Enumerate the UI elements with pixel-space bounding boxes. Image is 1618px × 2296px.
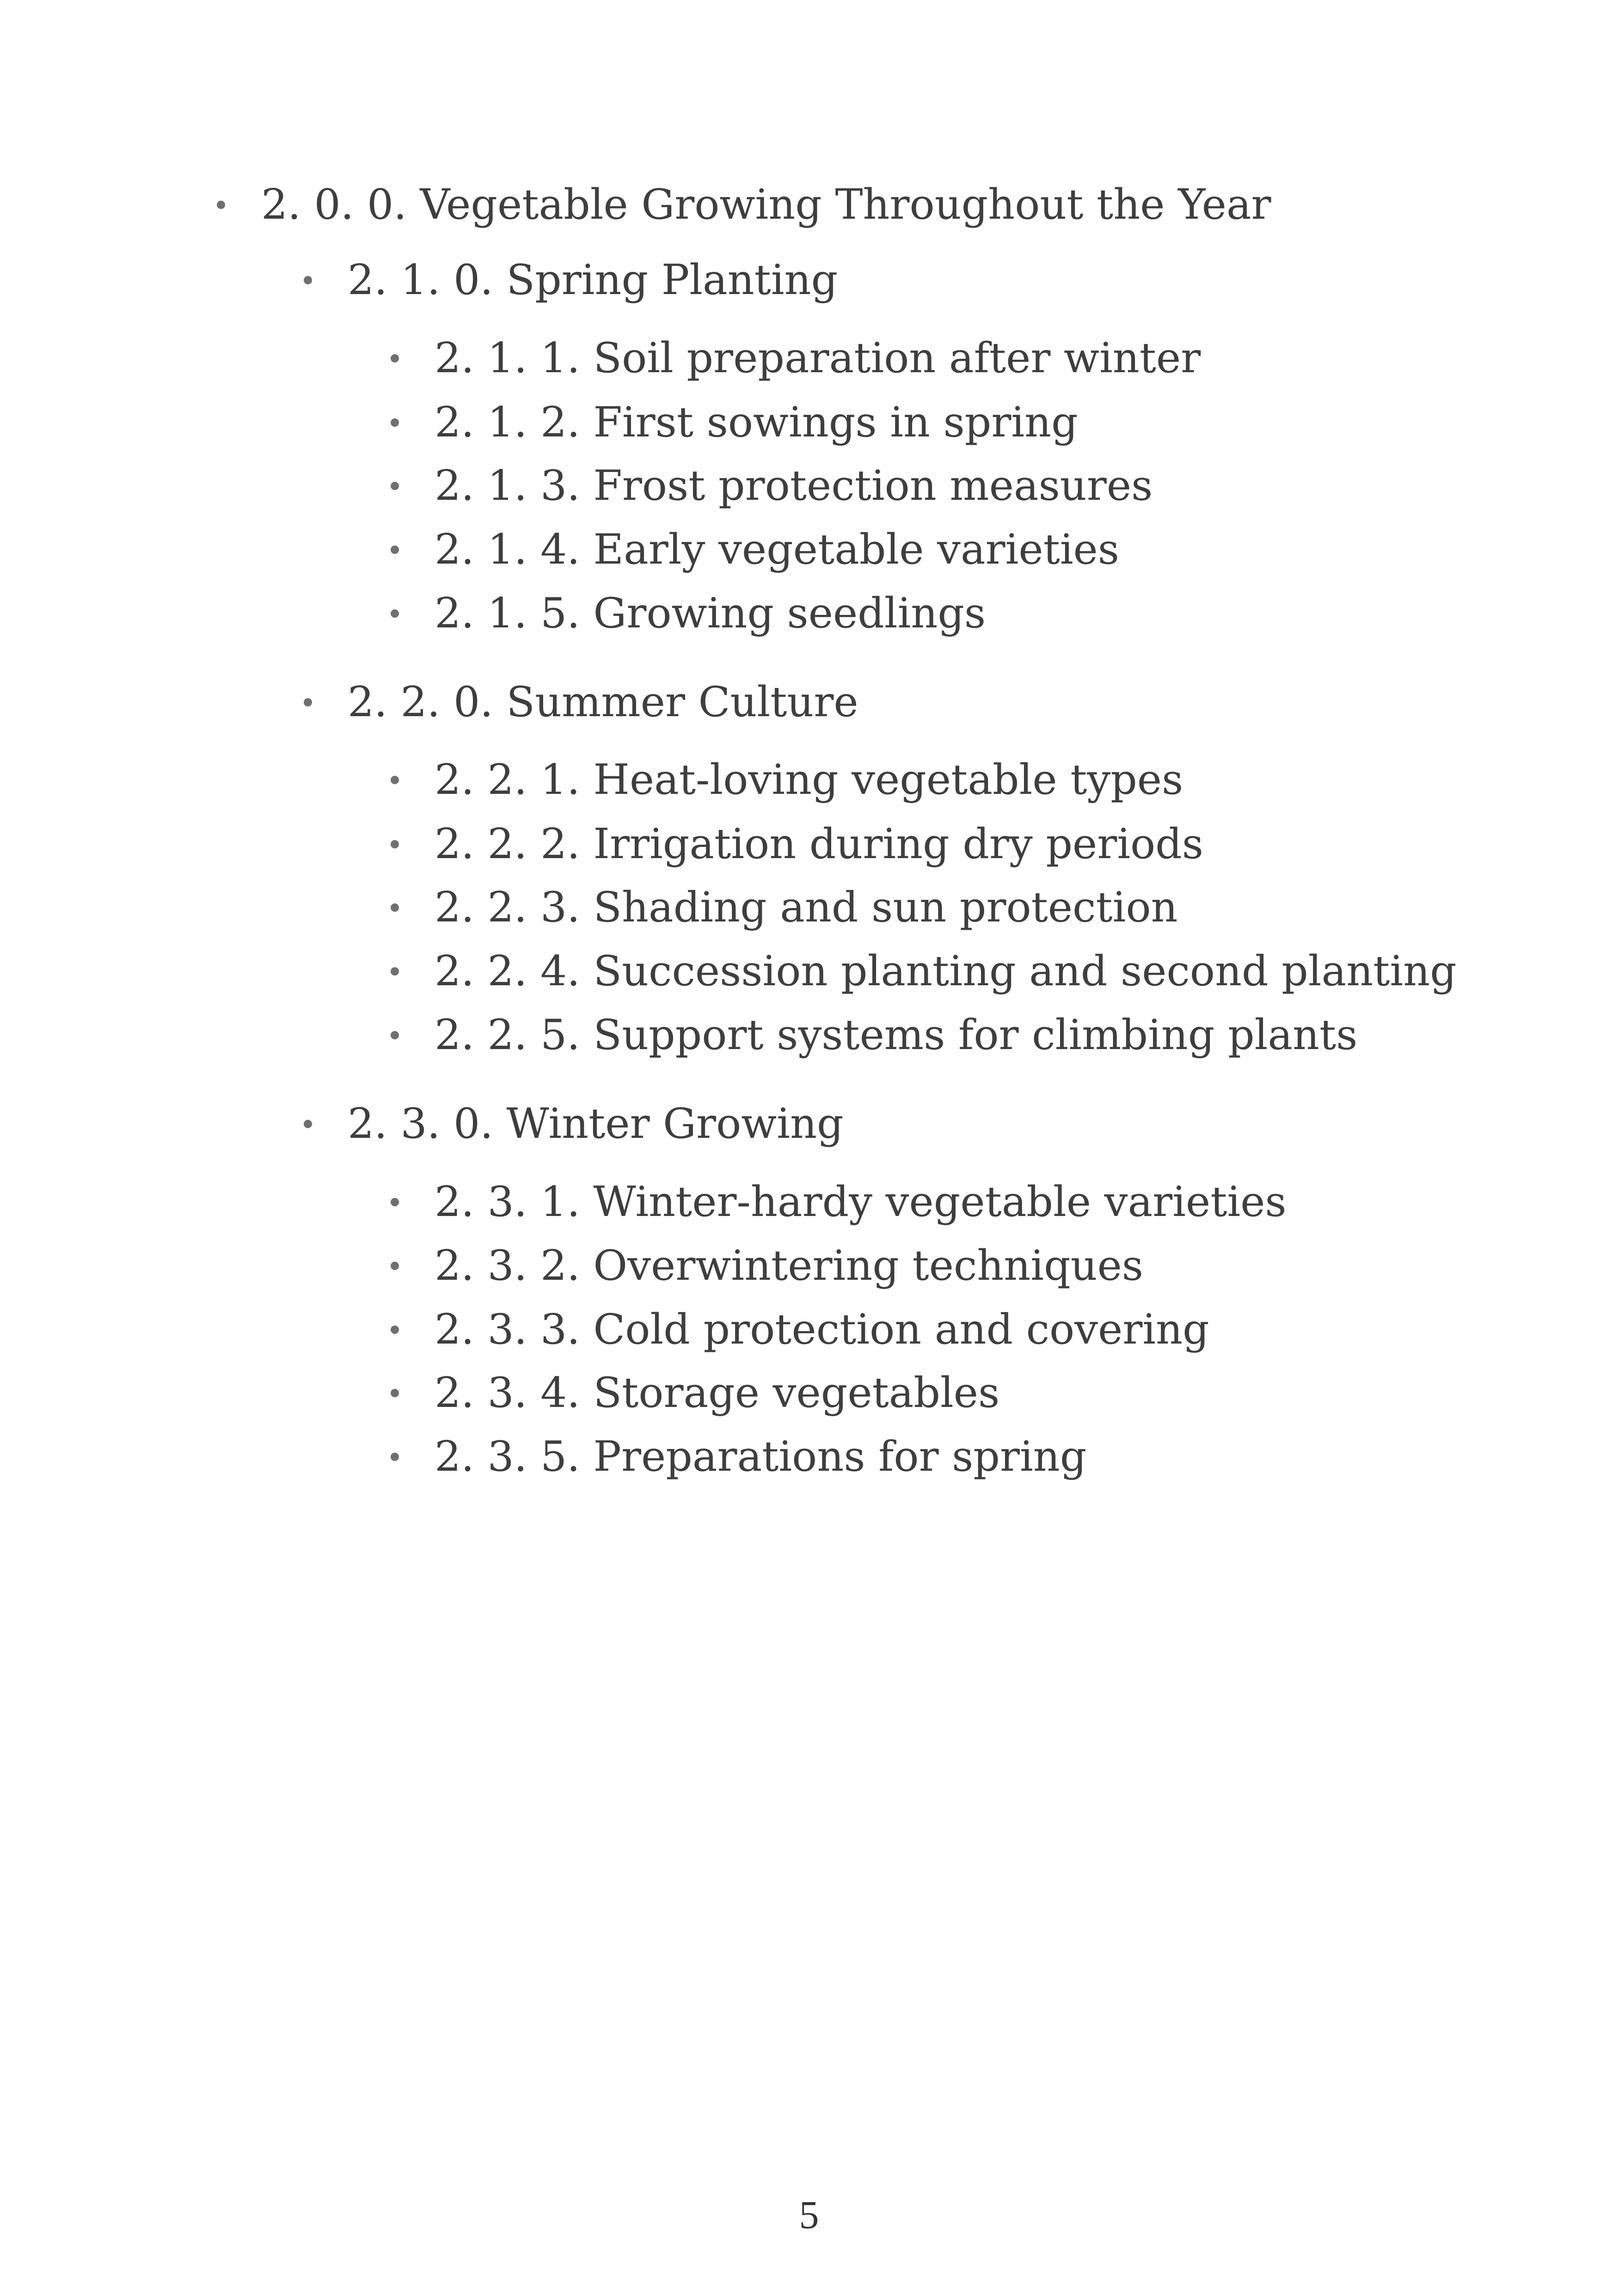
toc-item-label: 2. 1. 3. Frost protection measures	[435, 461, 1153, 510]
toc-item-label: 2. 3. 5. Preparations for spring	[435, 1432, 1087, 1481]
toc-item-label: 2. 2. 2. Irrigation during dry periods	[435, 820, 1204, 868]
toc-item	[391, 946, 1457, 997]
toc-item	[391, 333, 1201, 384]
toc-item	[391, 1368, 999, 1418]
toc-item	[391, 524, 1119, 575]
toc-item	[391, 819, 1203, 870]
toc-item-label: 2. 3. 1. Winter-hardy vegetable varieties	[435, 1178, 1287, 1226]
bullet-icon	[304, 698, 312, 706]
toc-section	[217, 179, 1271, 230]
toc-subsection	[304, 255, 838, 306]
toc-subsection-label: 2. 3. 0. Winter Growing	[348, 1099, 844, 1148]
bullet-icon	[391, 354, 399, 362]
toc-subsection-label: 2. 1. 0. Spring Planting	[348, 256, 838, 304]
toc-item	[391, 1010, 1357, 1061]
toc-item-label: 2. 1. 2. First sowings in spring	[435, 398, 1078, 447]
bullet-icon	[217, 201, 225, 209]
toc-item-label: 2. 2. 1. Heat-loving vegetable types	[435, 755, 1183, 804]
toc-item-label: 2. 3. 2. Overwintering techniques	[435, 1241, 1144, 1290]
bullet-icon	[391, 967, 399, 976]
bullet-icon	[391, 609, 399, 618]
bullet-icon	[391, 903, 399, 912]
toc-subsection-label: 2. 2. 0. Summer Culture	[348, 678, 858, 726]
toc-item	[391, 460, 1152, 511]
bullet-icon	[391, 1031, 399, 1039]
bullet-icon	[391, 418, 399, 427]
toc-subsection	[304, 1099, 844, 1149]
toc-item	[391, 1177, 1287, 1228]
toc-item-label: 2. 3. 4. Storage vegetables	[435, 1369, 1000, 1417]
bullet-icon	[391, 776, 399, 784]
toc-item-label: 2. 1. 1. Soil preparation after winter	[435, 334, 1201, 382]
toc-item-label: 2. 2. 4. Succession planting and second planting	[435, 947, 1457, 995]
bullet-icon	[391, 546, 399, 554]
toc-item	[391, 397, 1078, 448]
toc-section-label: 2. 0. 0. Vegetable Growing Throughout the Year	[261, 180, 1271, 229]
bullet-icon	[391, 1326, 399, 1334]
bullet-icon	[304, 276, 312, 284]
toc-item	[391, 1304, 1209, 1355]
toc-item-label: 2. 2. 5. Support systems for climbing plants	[435, 1011, 1358, 1059]
bullet-icon	[304, 1120, 312, 1128]
toc-subsection	[304, 677, 858, 728]
bullet-icon	[391, 482, 399, 490]
page-number: 5	[799, 2192, 819, 2237]
toc-item-label: 2. 3. 3. Cold protection and covering	[435, 1305, 1209, 1354]
toc-item-label: 2. 1. 4. Early vegetable varieties	[435, 525, 1120, 574]
toc-item	[391, 882, 1178, 933]
bullet-icon	[391, 1262, 399, 1270]
bullet-icon	[391, 840, 399, 848]
toc-item	[391, 755, 1183, 805]
bullet-icon	[391, 1389, 399, 1397]
toc-item	[391, 588, 986, 639]
toc-item	[391, 1240, 1143, 1291]
bullet-icon	[391, 1453, 399, 1461]
bullet-icon	[391, 1198, 399, 1206]
toc-item-label: 2. 2. 3. Shading and sun protection	[435, 883, 1178, 932]
toc-item	[391, 1431, 1086, 1482]
toc-item-label: 2. 1. 5. Growing seedlings	[435, 589, 986, 638]
